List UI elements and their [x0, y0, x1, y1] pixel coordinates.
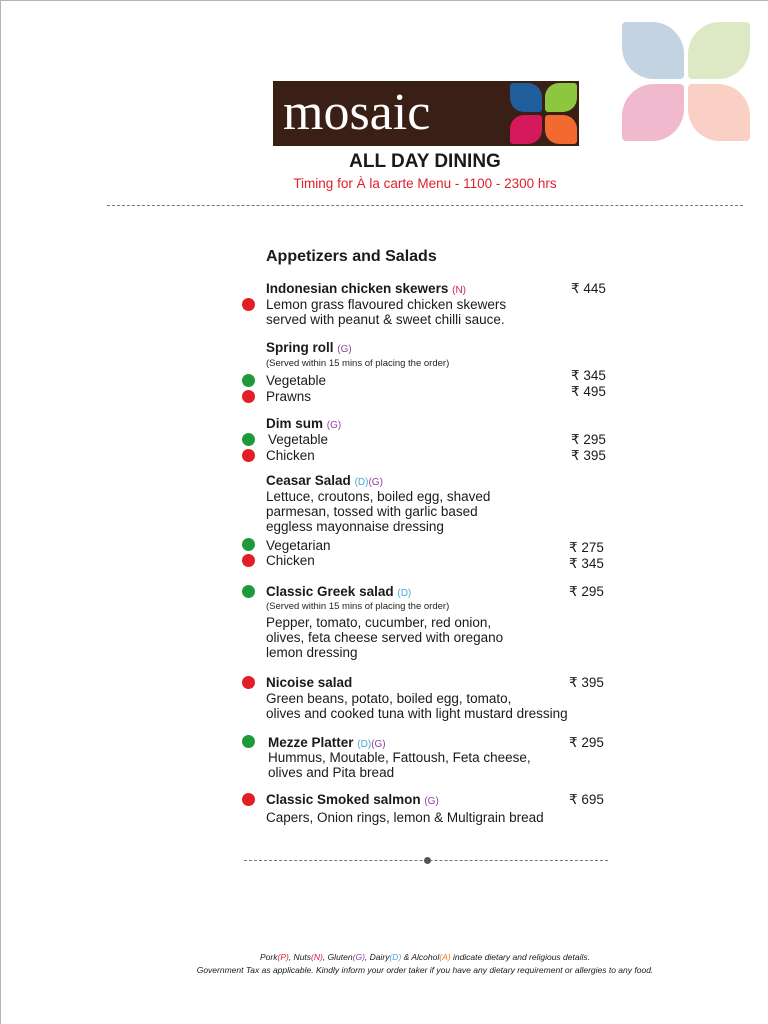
item-description: parmesan, tossed with garlic based	[266, 504, 478, 519]
tag-dairy: (D)	[357, 739, 372, 750]
divider	[107, 205, 743, 206]
item-name-dim-sum: Dim sum	[266, 416, 324, 431]
timing-text: Timing for À la carte Menu - 1100 - 2300 hrs	[293, 176, 557, 191]
petal-peach	[688, 84, 750, 141]
tag-dairy: (D)	[354, 477, 369, 488]
legend-nuts: , Nuts	[288, 952, 312, 962]
divider-dot	[424, 857, 431, 864]
item-name-ceasar: Ceasar Salad	[266, 473, 351, 488]
item-name-spring-roll: Spring roll	[266, 340, 334, 355]
veg-dot	[242, 433, 255, 446]
item-description: Green beans, potato, boiled egg, tomato,	[266, 691, 512, 706]
legend-gluten: , Gluten	[322, 952, 353, 962]
tag-dairy: (D)	[397, 588, 412, 599]
menu-item-name	[266, 675, 352, 691]
item-option: Vegetarian	[266, 538, 331, 553]
price-ceasar-veg: ₹ 275	[569, 540, 604, 555]
legend-pork: Pork	[260, 952, 278, 962]
item-name-greek: Classic Greek salad	[266, 584, 394, 599]
menu-item-name	[266, 792, 439, 810]
price-dim-sum-veg: ₹ 295	[571, 432, 606, 447]
price-nicoise: ₹ 395	[569, 675, 604, 690]
non-veg-dot	[242, 390, 255, 403]
item-description: lemon dressing	[266, 645, 358, 660]
petal-green	[688, 22, 750, 79]
serving-note: (Served within 15 mins of placing the order)	[266, 358, 450, 369]
price-spring-roll-prawns: ₹ 495	[571, 384, 606, 399]
legend-alcohol-tag: (A)	[439, 952, 451, 962]
non-veg-dot	[242, 793, 255, 806]
legend-dairy-tag: (D)	[389, 952, 402, 962]
brand-banner	[273, 81, 579, 146]
tag-nuts: (N)	[452, 285, 466, 296]
tag-gluten: (G)	[337, 344, 352, 355]
dietary-legend	[120, 952, 730, 962]
menu-item-name	[266, 416, 341, 434]
tax-note: Government Tax as applicable. Kindly inform your order taker if you have any dietary requirement or allergies to any food.	[196, 965, 654, 975]
legend-gluten-tag: (G)	[352, 952, 365, 962]
item-name-salmon: Classic Smoked salmon	[266, 792, 421, 807]
non-veg-dot	[242, 676, 255, 689]
tag-gluten: (G)	[326, 420, 342, 431]
menu-item-name	[266, 340, 352, 358]
item-name-skewers: Indonesian chicken skewers	[266, 281, 449, 296]
legend-alcohol: & Alcohol	[401, 952, 440, 962]
brand-tiles-logo	[510, 83, 578, 145]
non-veg-dot	[242, 449, 255, 462]
petal-logo	[622, 22, 752, 142]
price-spring-roll-veg: ₹ 345	[571, 368, 606, 383]
item-description: Capers, Onion rings, lemon & Multigrain bread	[266, 810, 544, 825]
item-option: Prawns	[266, 389, 312, 404]
menu-item-name	[266, 281, 466, 299]
item-name-nicoise: Nicoise salad	[266, 675, 353, 690]
price-ceasar-chicken: ₹ 345	[569, 556, 604, 571]
price-dim-sum-chicken: ₹ 395	[571, 448, 606, 463]
non-veg-dot	[242, 298, 255, 311]
tag-gluten: (G)	[371, 739, 386, 750]
tile-pink	[510, 115, 542, 144]
item-description: Pepper, tomato, cucumber, red onion,	[266, 615, 492, 630]
legend-pork-tag: (P)	[277, 952, 289, 962]
tag-gluten: (G)	[424, 796, 439, 807]
item-option: Chicken	[266, 553, 315, 568]
price-greek: ₹ 295	[569, 584, 604, 599]
menu-item-name	[266, 473, 383, 491]
veg-dot	[242, 538, 255, 551]
non-veg-dot	[242, 554, 255, 567]
tile-orange	[545, 115, 577, 144]
item-option: Vegetable	[268, 432, 329, 447]
tag-gluten: (G)	[368, 477, 383, 488]
item-description: eggless mayonnaise dressing	[266, 519, 444, 534]
veg-dot	[242, 735, 255, 748]
item-description: olives and cooked tuna with light mustard dressing	[266, 706, 568, 721]
tile-blue	[510, 83, 542, 112]
price-salmon: ₹ 695	[569, 792, 604, 807]
petal-blue	[622, 22, 684, 79]
item-description: Hummus, Moutable, Fattoush, Feta cheese,	[268, 750, 531, 765]
menu-item-name	[266, 584, 411, 602]
item-option: Chicken	[266, 448, 315, 463]
serving-note: (Served within 15 mins of placing the order)	[266, 601, 450, 612]
brand-logo-text: mosaic	[283, 84, 431, 141]
item-description: olives, feta cheese served with oregano	[266, 630, 504, 645]
veg-dot	[242, 585, 255, 598]
page-title: ALL DAY DINING	[349, 151, 501, 172]
item-description: Lettuce, croutons, boiled egg, shaved	[266, 489, 491, 504]
item-description: olives and Pita bread	[268, 765, 395, 780]
petal-pink	[622, 84, 684, 141]
legend-dairy: , Dairy	[364, 952, 390, 962]
item-option: Vegetable	[266, 373, 327, 388]
legend-tail: indicate dietary and religious details.	[450, 952, 590, 962]
item-name-mezze: Mezze Platter	[268, 735, 354, 750]
item-description: served with peanut & sweet chilli sauce.	[266, 312, 505, 327]
price-mezze: ₹ 295	[569, 735, 604, 750]
legend-nuts-tag: (N)	[311, 952, 323, 962]
section-title: Appetizers and Salads	[266, 248, 437, 265]
price-skewers: ₹ 445	[571, 281, 606, 296]
veg-dot	[242, 374, 255, 387]
item-description: Lemon grass flavoured chicken skewers	[266, 297, 507, 312]
tile-green	[545, 83, 577, 112]
